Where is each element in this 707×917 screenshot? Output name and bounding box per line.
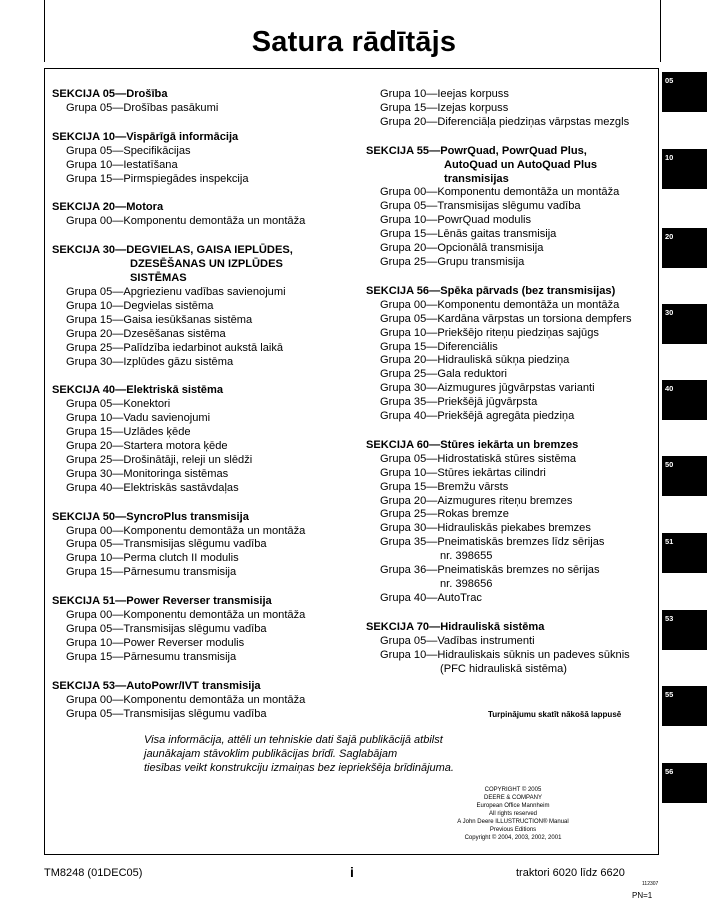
group-entry [52,102,352,116]
group-entry [52,552,352,566]
group-entry [366,635,662,649]
section-tab[interactable]: 10 [662,149,707,189]
group-entry [366,116,662,130]
group-entry [52,651,352,665]
group-entry [52,566,352,580]
group-entry [52,525,352,539]
toc-section [366,88,662,130]
group-entry [366,88,662,102]
group-entry-line: nr. 398656 [440,578,493,590]
section-title-line: SEKCIJA 53—AutoPowr/IVT transmisija [52,679,261,692]
group-entry [52,173,352,187]
toc-section [366,145,662,270]
group-entry-line: Grupa 15—Pārnesumu transmisija [66,650,237,663]
section-title [366,439,662,453]
section-title [366,145,662,187]
section-title [52,244,352,286]
footer-code: 112307 [642,881,659,887]
group-entry-line: Grupa 05—Transmisijas slēgumu vadība [66,623,267,635]
group-entry [52,145,352,159]
group-entry-line: Grupa 00—Komponentu demontāža un montāža [380,298,620,311]
contents-column-left [52,88,352,736]
group-entry [366,649,662,677]
group-entry [52,286,352,300]
toc-section [52,511,352,581]
group-entry-line: Grupa 10—Degvielas sistēma [66,299,214,312]
group-entry-line: Grupa 20—Aizmugures riteņu bremzes [380,494,573,507]
group-entry-line: Grupa 15—Lēnās gaitas transmisija [380,228,557,241]
group-entry-line: Grupa 36—Pneimatiskās bremzes no sērijas [380,564,600,577]
footer-page-number: i [350,864,354,880]
group-entry-line: Grupa 25—Palīdzība iedarbinot aukstā laikā [66,341,284,354]
group-entry-line: Grupa 30—Izplūdes gāzu sistēma [66,355,234,368]
group-entry [366,508,662,522]
toc-section [366,285,662,424]
section-tab[interactable]: 56 [662,763,707,803]
section-title-line: transmisijas [444,172,509,185]
group-entry-line: Grupa 05—Vadības instrumenti [380,634,535,647]
group-entry [366,354,662,368]
group-entry [366,453,662,467]
footer-pn: PN=1 [632,891,653,900]
group-entry [366,214,662,228]
toc-section [366,621,662,677]
group-entry [52,314,352,328]
section-title [52,384,352,398]
group-entry-line: Grupa 05—Kardāna vārpstas un torsiona dempfers [380,312,632,325]
section-title [366,621,662,635]
group-entry [366,522,662,536]
group-entry-line: Grupa 30—Monitoringa sistēmas [66,467,229,480]
group-entry [52,468,352,482]
disclaimer-line: jaunākajam stāvoklim publikācijas brīdī. Saglabājam [144,748,398,760]
section-tab[interactable]: 20 [662,228,707,268]
group-entry-line: Grupa 40—AutoTrac [380,591,482,604]
group-entry-line: Grupa 30—Hidrauliskās piekabes bremzes [380,522,591,535]
page-title: Satura rādītājs [251,26,457,58]
toc-section [52,680,352,722]
group-entry-line: Grupa 15—Izejas korpuss [380,101,509,114]
group-entry-line: Grupa 00—Komponentu demontāža un montāža [66,693,306,706]
footer-model-range: traktori 6020 līdz 6620 [516,867,625,879]
section-tab[interactable]: 05 [662,72,707,112]
group-entry [52,482,352,496]
group-entry [52,454,352,468]
group-entry-line: (PFC hidrauliskā sistēma) [440,662,567,675]
toc-section [52,595,352,665]
section-title-line: SEKCIJA 10—Vispārīgā informācija [52,130,239,143]
group-entry [52,637,352,651]
section-title [366,285,662,299]
section-title-line: SEKCIJA 56—Spēka pārvads (bez transmisijas) [366,284,616,297]
group-entry-line: Grupa 05—Konektori [66,398,171,411]
copyright-line: Previous Editions [489,827,537,833]
group-entry [366,341,662,355]
group-entry-line: Grupa 20—Hidrauliskā sūkņa piedziņa [380,354,570,367]
group-entry-line: Grupa 25—Gala reduktori [380,368,508,381]
section-title [52,131,352,145]
group-entry-line: Grupa 20—Dzesēšanas sistēma [66,327,226,340]
section-title-line: SEKCIJA 50—SyncroPlus transmisija [52,510,249,523]
group-entry-line: Grupa 10—PowrQuad modulis [380,214,532,227]
group-entry-line: Grupa 00—Komponentu demontāža un montāža [66,609,306,622]
group-entry-line: Grupa 05—Transmisijas slēgumu vadība [66,538,267,551]
group-entry [366,102,662,116]
group-entry-line: Grupa 05—Transmisijas slēgumu vadība [66,707,267,720]
group-entry [52,538,352,552]
group-entry [366,592,662,606]
group-entry-line: Grupa 10—Iestatīšana [66,158,178,171]
group-entry [366,410,662,424]
group-entry [52,440,352,454]
group-entry [366,564,662,592]
group-entry-line: Grupa 15—Diferenciālis [380,340,498,353]
group-entry [366,299,662,313]
section-tab[interactable]: 53 [662,610,707,650]
group-entry [52,623,352,637]
section-title-line: AutoQuad un AutoQuad Plus [444,158,598,171]
disclaimer-line: Visa informācija, attēli un tehniskie dati šajā publikācijā atbilst [144,734,443,746]
copyright-line: European Office Mannheim [476,803,550,809]
section-title-line: DZESĒŠANAS UN IZPLŪDES [130,258,283,271]
group-entry-line: Grupa 25—Grupu transmisija [380,255,525,268]
group-entry-line: Grupa 35—Priekšējā jūgvārpsta [380,396,538,409]
copyright-block [418,786,608,842]
group-entry-line: Grupa 10—Power Reverser modulis [66,636,245,649]
group-entry [366,467,662,481]
group-entry [366,242,662,256]
group-entry [366,200,662,214]
toc-section [52,88,352,116]
group-entry-line: Grupa 00—Komponentu demontāža un montāža [380,186,620,199]
group-entry-line: Grupa 05—Drošības pasākumi [66,101,219,114]
group-entry-line: Grupa 15—Pārnesumu transmisija [66,566,237,579]
group-entry-line: Grupa 10—Hidrauliskais sūknis un padeves sūknis [380,648,630,661]
group-entry-line: Grupa 35—Pneimatiskās bremzes līdz sērijas [380,536,605,549]
group-entry-line: Grupa 10—Priekšējo riteņu piedziņas sajūgs [380,326,599,339]
section-tab[interactable]: 40 [662,380,707,420]
group-entry [52,300,352,314]
section-title-line: SEKCIJA 20—Motora [52,201,164,214]
group-entry [52,426,352,440]
group-entry [366,481,662,495]
group-entry [52,609,352,623]
section-tab[interactable]: 30 [662,304,707,344]
copyright-line: COPYRIGHT © 2005 [484,787,542,793]
group-entry [52,342,352,356]
section-title-line: SEKCIJA 40—Elektriskā sistēma [52,384,224,397]
section-title [52,88,352,102]
group-entry-line: Grupa 40—Elektriskās sastāvdaļas [66,481,239,494]
group-entry-line: Grupa 15—Uzlādes ķēde [66,426,191,439]
group-entry [366,396,662,410]
group-entry [52,328,352,342]
toc-section [366,439,662,606]
continue-note: Turpinājumu skatīt nākošā lappusē [488,710,622,719]
group-entry [366,186,662,200]
section-title-line: SEKCIJA 55—PowrQuad, PowrQuad Plus, [366,144,587,157]
group-entry [366,256,662,270]
group-entry-line: Grupa 15—Pirmspiegādes inspekcija [66,172,249,185]
contents-column-right [366,88,662,691]
group-entry [52,159,352,173]
group-entry-line: Grupa 05—Specifikācijas [66,144,191,157]
group-entry [52,694,352,708]
group-entry-line: Grupa 20—Startera motora ķēde [66,440,228,453]
group-entry-line: Grupa 40—Priekšējā agregāta piedziņa [380,410,575,423]
group-entry [366,327,662,341]
group-entry [52,356,352,370]
copyright-line: Copyright © 2004, 2003, 2002, 2001 [464,835,562,841]
group-entry-line: Grupa 10—Stūres iekārtas cilindri [380,466,546,479]
group-entry-line: nr. 398655 [440,550,493,563]
group-entry [366,382,662,396]
group-entry-line: Grupa 10—Vadu savienojumi [66,412,211,425]
group-entry [366,495,662,509]
section-title-line: SEKCIJA 60—Stūres iekārta un bremzes [366,438,579,451]
disclaimer [144,733,504,775]
section-title-line: SISTĒMAS [130,272,187,285]
group-entry-line: Grupa 20—Diferenciāļa piedziņas vārpstas mezgls [380,115,630,128]
group-entry-line: Grupa 25—Rokas bremze [380,508,509,521]
group-entry-line: Grupa 10—Ieejas korpuss [380,88,509,100]
section-title [52,595,352,609]
group-entry [52,412,352,426]
toc-section [52,201,352,229]
copyright-line: A John Deere ILLUSTRUCTION® Manual [457,819,569,825]
group-entry-line: Grupa 00—Komponentu demontāža un montāža [66,215,306,228]
copyright-line: All rights reserved [488,811,538,817]
section-tab[interactable]: 50 [662,456,707,496]
section-title-line: SEKCIJA 51—Power Reverser transmisija [52,595,272,608]
group-entry-line: Grupa 25—Drošinātāji, releji un slēdži [66,453,253,466]
group-entry [52,708,352,722]
group-entry [366,536,662,564]
section-tab[interactable]: 55 [662,686,707,726]
group-entry-line: Grupa 15—Gaisa iesūkšanas sistēma [66,313,253,326]
group-entry-line: Grupa 05—Hidrostatiskā stūres sistēma [380,452,577,465]
section-title-line: SEKCIJA 05—Drošība [52,88,168,100]
group-entry-line: Grupa 10—Perma clutch II modulis [66,552,239,565]
group-entry-line: Grupa 00—Komponentu demontāža un montāža [66,524,306,537]
section-title [52,511,352,525]
group-entry-line: Grupa 15—Bremžu vārsts [380,480,509,493]
group-entry-line: Grupa 30—Aizmugures jūgvārpstas varianti [380,382,595,395]
toc-section [52,131,352,187]
section-tab[interactable]: 51 [662,533,707,573]
section-title [52,680,352,694]
disclaimer-line: tiesības veikt konstrukciju izmaiņas bez iepriekšēja brīdinājuma. [144,762,454,774]
group-entry [366,368,662,382]
group-entry [52,398,352,412]
group-entry [52,215,352,229]
copyright-line: DEERE & COMPANY [484,795,542,801]
group-entry [366,228,662,242]
group-entry-line: Grupa 20—Opcionālā transmisija [380,242,544,255]
footer-manual-id: TM8248 (01DEC05) [44,867,143,879]
toc-section [52,244,352,369]
group-entry-line: Grupa 05—Transmisijas slēgumu vadība [380,200,581,213]
group-entry [366,313,662,327]
section-title-line: SEKCIJA 70—Hidrauliskā sistēma [366,620,545,633]
section-title-line: SEKCIJA 30—DEGVIELAS, GAISA IEPLŪDES, [52,244,293,257]
toc-section [52,384,352,495]
section-title [52,201,352,215]
group-entry-line: Grupa 05—Apgriezienu vadības savienojumi [66,285,286,298]
